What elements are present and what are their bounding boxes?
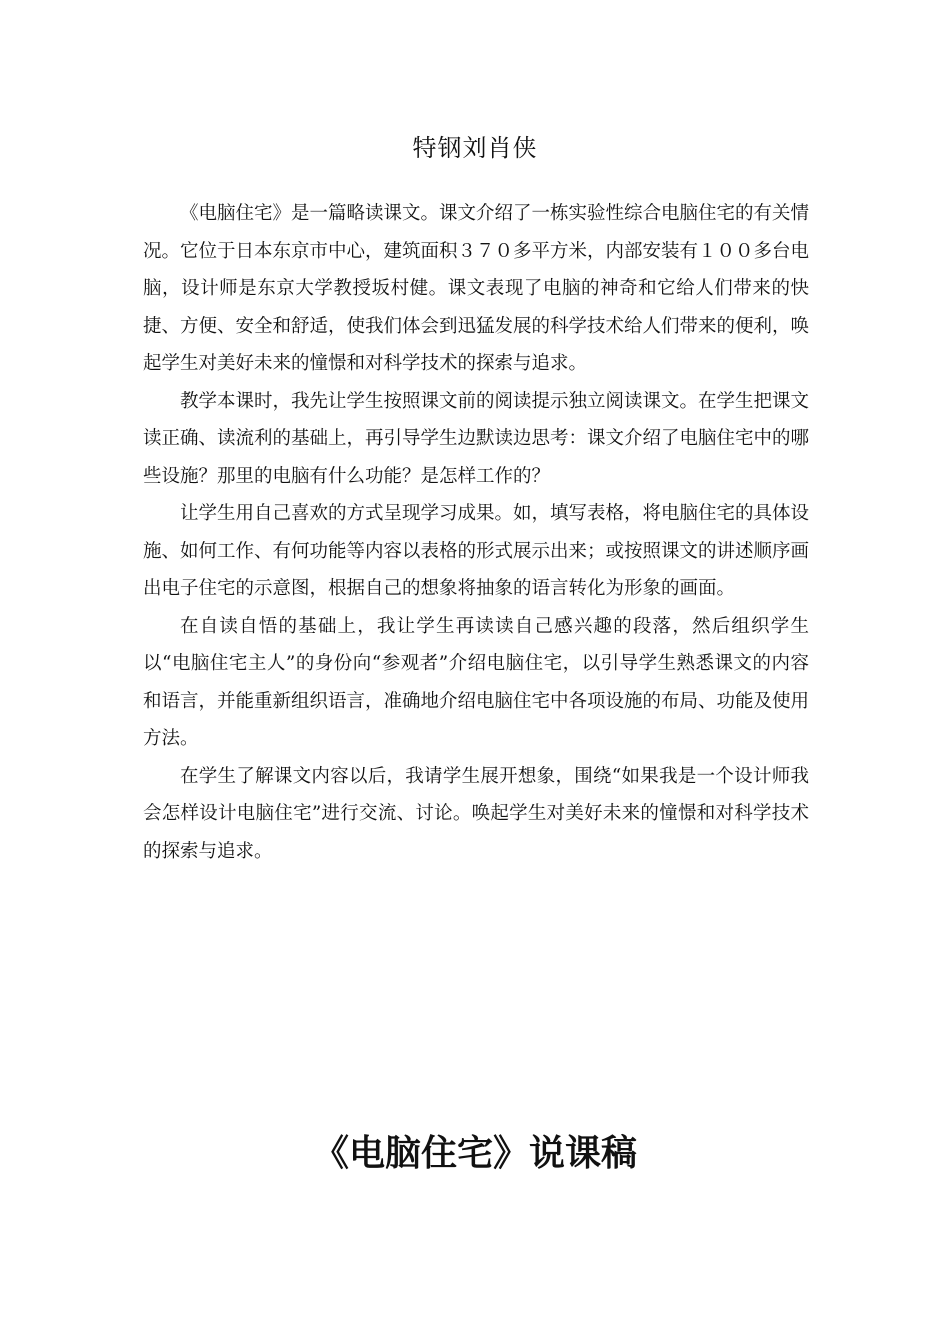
document-title: 《电脑住宅》说课稿 <box>312 1133 637 1174</box>
author-line: 特钢刘肖侠 <box>412 134 538 162</box>
paragraph-4: 在自读自悟的基础上，我让学生再读读自己感兴趣的段落，然后组织学生以“电脑住宅主人”的身份向“参观者”介绍电脑住宅，以引导学生熟悉课文的内容和语言，并能重新组织语言，准确地介绍电脑住宅中各项设施的布局、功能及使用方法。 <box>143 615 810 749</box>
paragraph-2: 教学本课时，我先让学生按照课文前的阅读提示独立阅读课文。在学生把课文读正确、读流利的基础上，再引导学生边默读边思考：课文介绍了电脑住宅中的哪些设施？那里的电脑有什么功能？是怎样工作的？ <box>143 390 810 487</box>
paragraph-1: 《电脑住宅》是一篇略读课文。课文介绍了一栋实验性综合电脑住宅的有关情况。它位于日本东京市中心，建筑面积３７０多平方米，内部安装有１００多台电脑，设计师是东京大学教授坂村健。课文表现了电脑的神奇和它给人们带来的快捷、方便、安全和舒适，使我们体会到迅猛发展的科学技术给人们带来的便利，唤起学生对美好未来的憧憬和对科学技术的探索与追求。 <box>143 203 810 374</box>
paragraph-5: 在学生了解课文内容以后，我请学生展开想象，围绕“如果我是一个设计师我会怎样设计电脑住宅”进行交流、讨论。唤起学生对美好未来的憧憬和对科学技术的探索与追求。 <box>143 765 809 862</box>
body-text <box>143 195 809 870</box>
paragraph-3: 让学生用自己喜欢的方式呈现学习成果。如，填写表格，将电脑住宅的具体设施、如何工作、有何功能等内容以表格的形式展示出来；或按照课文的讲述顺序画出电子住宅的示意图，根据自己的想象将抽象的语言转化为形象的画面。 <box>143 503 810 599</box>
